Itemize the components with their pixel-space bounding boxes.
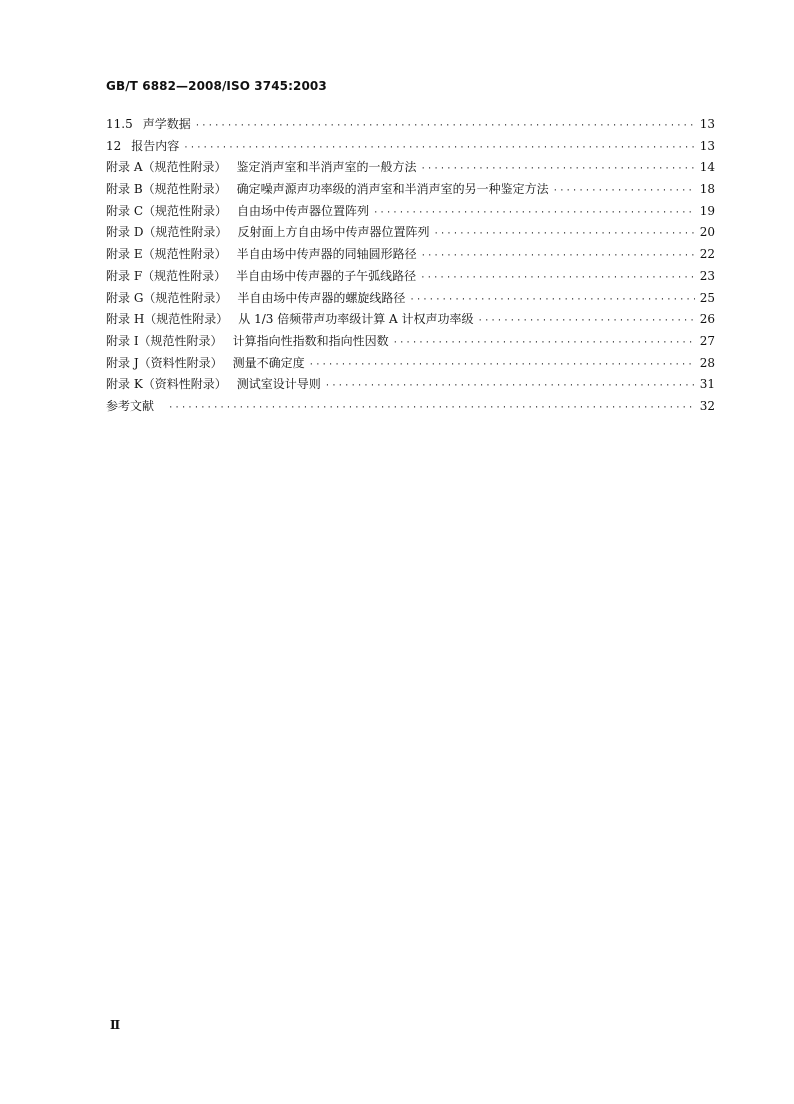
dot-leader — [393, 333, 695, 355]
toc-entry-label: 12 — [106, 138, 122, 153]
page-number: Ⅱ — [110, 1018, 121, 1032]
dot-leader — [421, 159, 696, 181]
toc-entry-page: 22 — [699, 247, 715, 262]
toc-entry-label: 附录 C（规范性附录） — [106, 203, 227, 218]
toc-entry-page: 26 — [699, 312, 715, 327]
toc-entry-title: 计算指向性指数和指向性因数 — [232, 333, 389, 348]
toc-entry-title: 自由场中传声器位置阵列 — [237, 203, 370, 218]
toc-entry-page: 23 — [699, 268, 715, 283]
toc-entry-label: 附录 E（规范性附录） — [106, 247, 227, 262]
toc-entry[interactable] — [106, 374, 715, 396]
toc-entry-label: 附录 H（规范性附录） — [106, 312, 229, 327]
toc-entry[interactable] — [106, 157, 715, 179]
toc-entry-title: 确定噪声源声功率级的消声室和半消声室的另一种鉴定方法 — [236, 182, 549, 197]
toc-entry-label: 11.5 — [106, 117, 133, 131]
toc-entry-label: 附录 D（规范性附录） — [106, 225, 228, 240]
toc-entry-page: 25 — [699, 290, 715, 305]
toc-entry-page: 28 — [699, 355, 715, 370]
dot-leader — [553, 181, 695, 203]
toc-entry-title: 从 1/3 倍频带声功率级计算 A 计权声功率级 — [238, 312, 474, 327]
dot-leader — [309, 355, 695, 377]
toc-entry-page: 13 — [699, 117, 715, 131]
toc-entry-title: 反射面上方自由场中传声器位置阵列 — [237, 225, 430, 240]
dot-leader — [168, 398, 695, 420]
dot-leader — [325, 376, 695, 398]
toc-entry-page: 18 — [699, 182, 715, 197]
toc-entry-page: 31 — [699, 377, 715, 392]
toc-entry-title: 测试室设计导则 — [236, 377, 321, 392]
toc-entry-label: 附录 G（规范性附录） — [106, 290, 228, 305]
toc-entry-label: 附录 K（资料性附录） — [106, 377, 227, 392]
toc-entry-title: 鉴定消声室和半消声室的一般方法 — [236, 160, 417, 175]
toc-entry[interactable] — [106, 114, 715, 136]
toc-entry[interactable] — [106, 266, 715, 288]
toc-entry-label: 参考文献 — [106, 398, 155, 413]
toc-entry[interactable] — [106, 288, 715, 310]
dot-leader — [409, 290, 695, 312]
table-of-contents — [106, 114, 715, 418]
dot-leader — [420, 268, 695, 290]
toc-entry-page: 13 — [699, 138, 715, 153]
toc-entry-label: 附录 B（规范性附录） — [106, 182, 227, 197]
toc-entry-title: 声学数据 — [142, 117, 191, 131]
toc-entry[interactable] — [106, 331, 715, 353]
toc-entry[interactable] — [106, 244, 715, 266]
dot-leader — [183, 138, 695, 160]
toc-entry-label: 附录 I（规范性附录） — [106, 333, 223, 348]
toc-entry-title: 半自由场中传声器的子午弧线路径 — [236, 268, 417, 283]
dot-leader — [421, 246, 695, 268]
document-header: GB/T 6882—2008/ISO 3745:2003 — [106, 79, 327, 93]
toc-entry-label: 附录 J（资料性附录） — [106, 355, 223, 370]
toc-entry-title: 测量不确定度 — [232, 355, 305, 370]
dot-leader — [478, 311, 695, 333]
toc-entry-label: 附录 F（规范性附录） — [106, 268, 227, 283]
toc-entry[interactable] — [106, 353, 715, 375]
toc-entry-label: 附录 A（规范性附录） — [106, 160, 227, 175]
toc-entry[interactable] — [106, 396, 715, 418]
toc-entry-page: 14 — [699, 160, 715, 175]
dot-leader — [373, 203, 695, 225]
toc-entry[interactable] — [106, 136, 715, 158]
toc-entry[interactable] — [106, 222, 715, 244]
toc-entry-page: 27 — [699, 333, 715, 348]
toc-entry-page: 32 — [699, 398, 715, 413]
dot-leader — [433, 224, 695, 246]
toc-entry-title: 半自由场中传声器的同轴圆形路径 — [236, 247, 417, 262]
dot-leader — [195, 116, 695, 138]
toc-entry-title: 半自由场中传声器的螺旋线路径 — [237, 290, 406, 305]
toc-entry-page: 19 — [699, 203, 715, 218]
toc-entry[interactable] — [106, 309, 715, 331]
toc-entry[interactable] — [106, 201, 715, 223]
toc-entry-page: 20 — [699, 225, 715, 240]
toc-entry[interactable] — [106, 179, 715, 201]
toc-entry-title: 报告内容 — [131, 138, 180, 153]
